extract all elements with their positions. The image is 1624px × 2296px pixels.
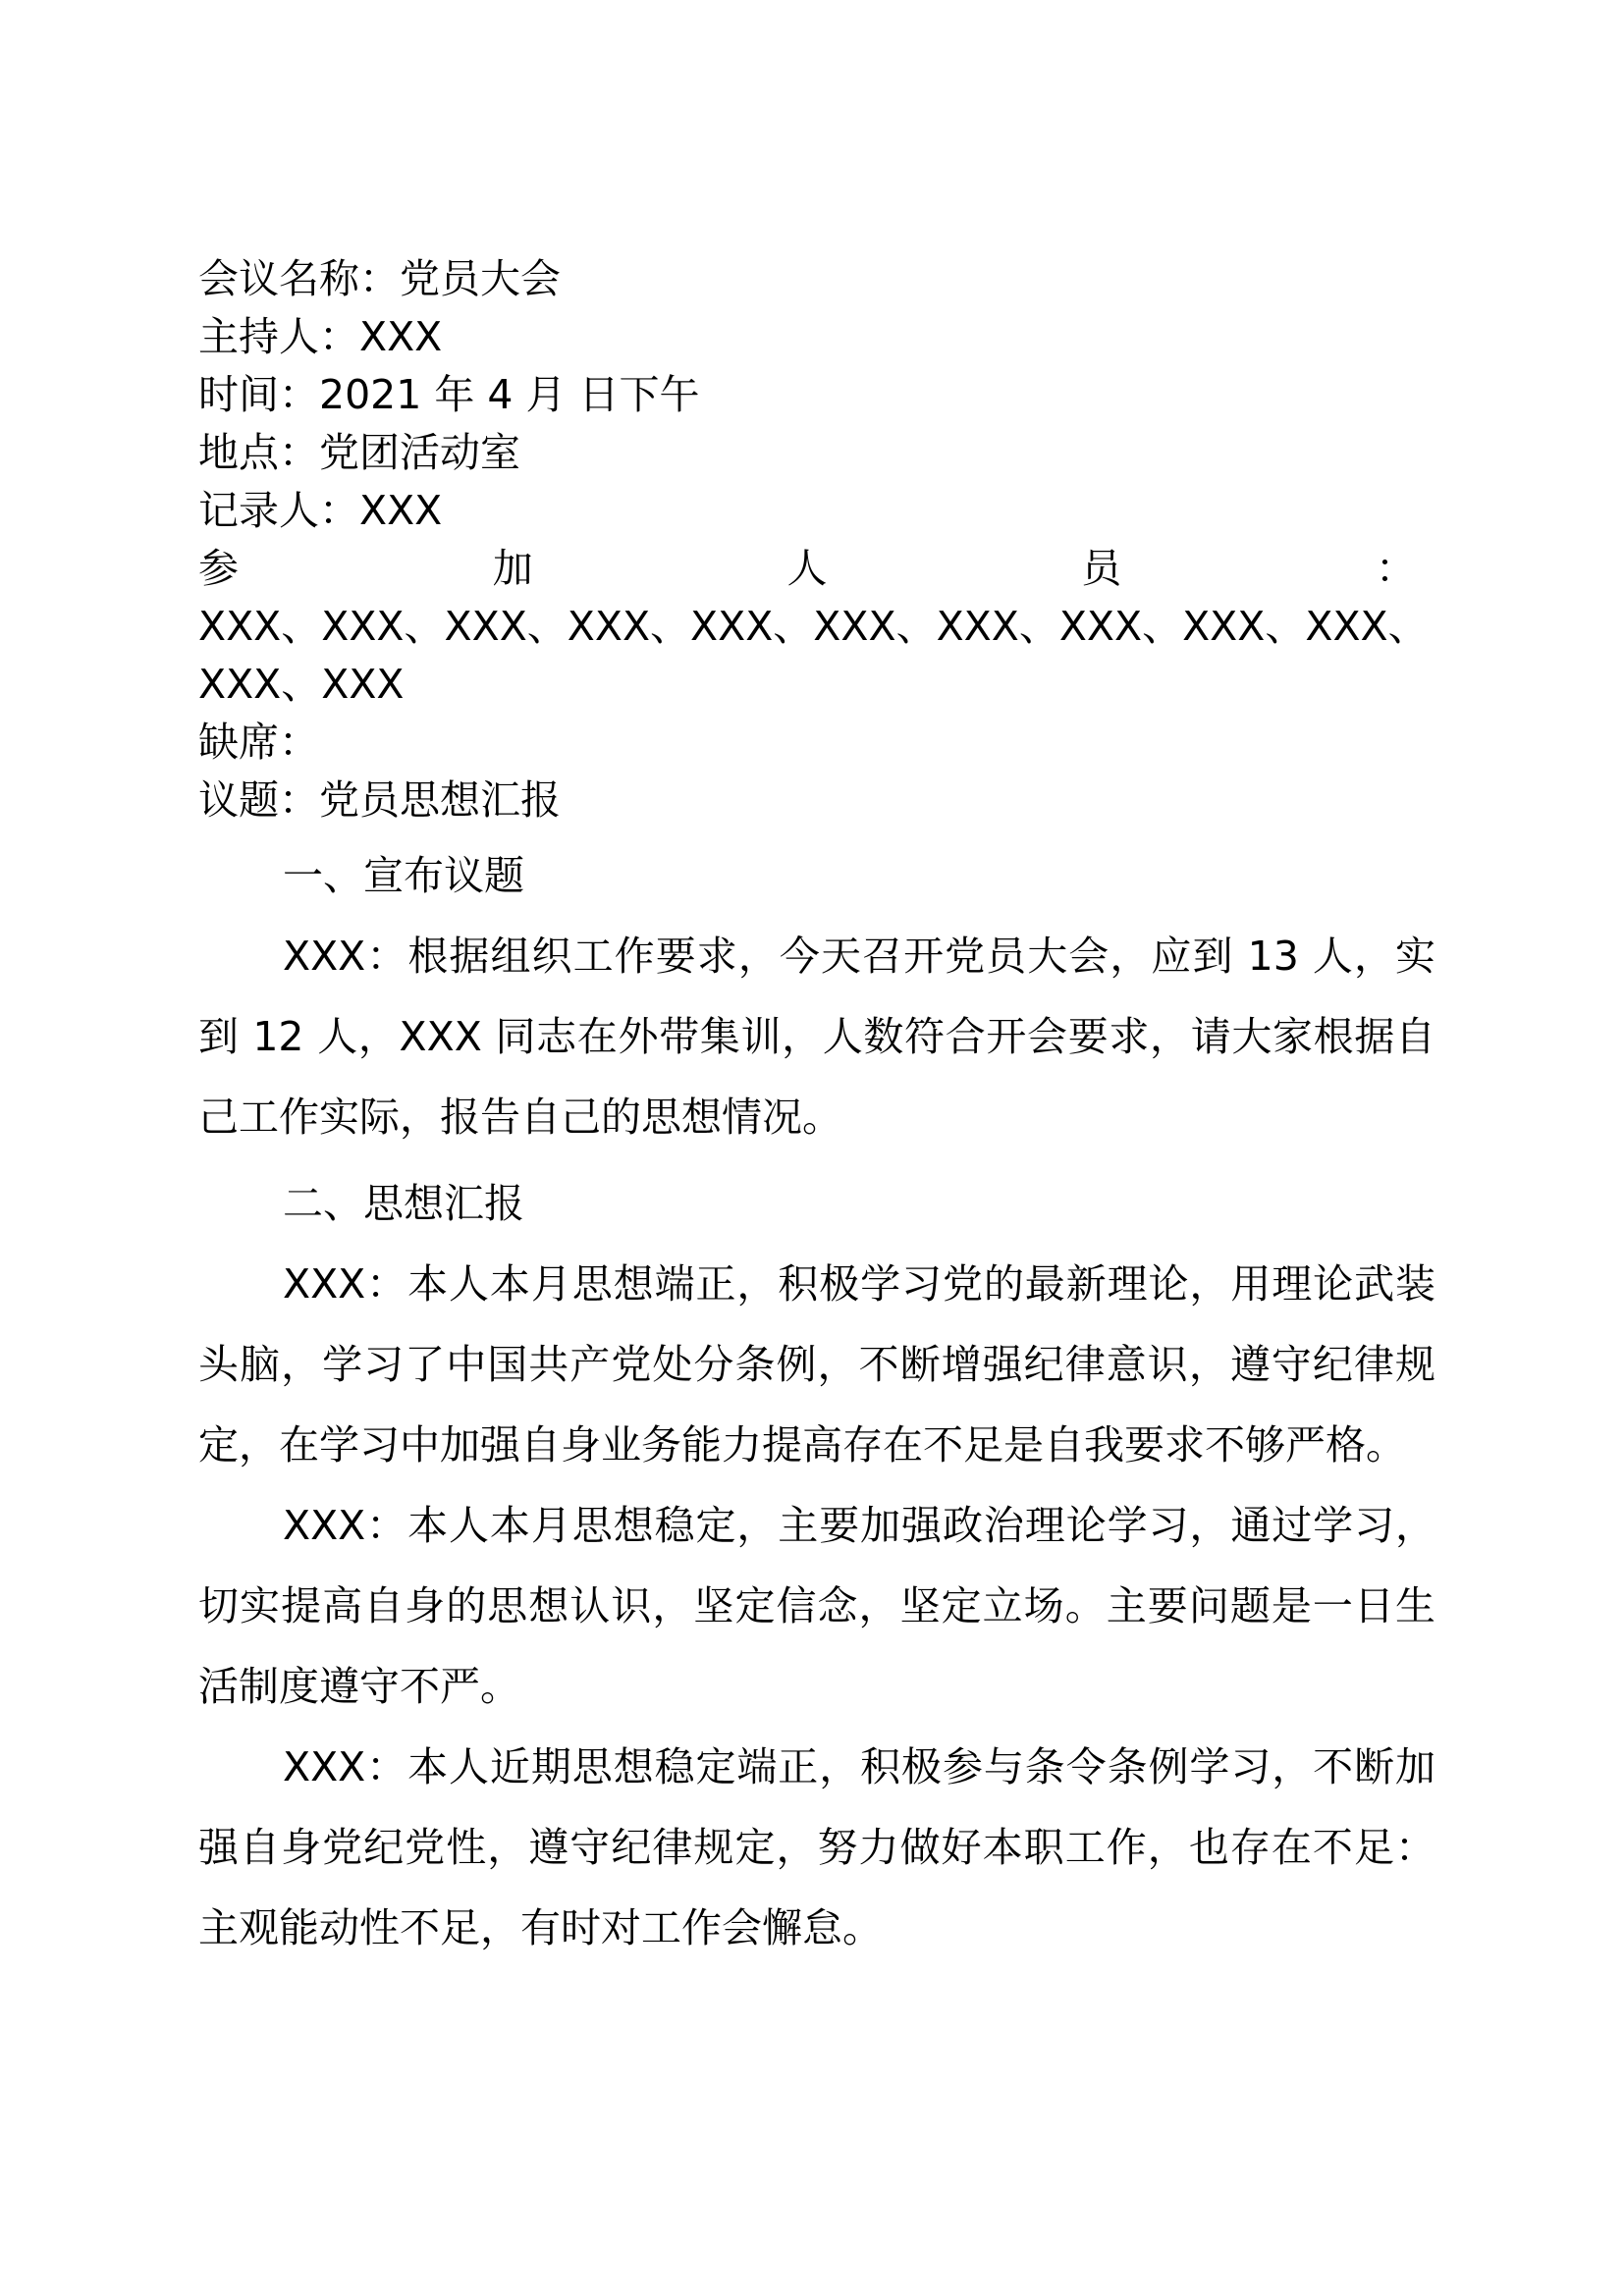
section-paragraph: XXX：本人本月思想端正，积极学习党的最新理论，用理论武装头脑，学习了中国共产党处分条例，不断增强纪律意识，遵守纪律规定，在学习中加强自身业务能力提高存在不足是自我要求不够严格。 — [198, 1260, 1435, 1468]
attendees-label-char: ： — [1376, 545, 1416, 592]
section-paragraph: XXX：本人本月思想稳定，主要加强政治理论学习，通过学习，切实提高自身的思想认识，坚定信念，坚定立场。主要问题是一日生活制度遵守不严。 — [198, 1502, 1435, 1710]
attendees-list: XXX、XXX、XXX、XXX、XXX、XXX、XXX、XXX、XXX、XXX、XXX、XXX — [198, 603, 1429, 708]
place-value: 党团活动室 — [319, 429, 520, 476]
time-label: 时间： — [198, 371, 319, 418]
recorder-value: XXX — [359, 487, 443, 534]
section-heading: 二、思想汇报 — [283, 1180, 524, 1227]
document-page — [198, 250, 1435, 1968]
attendees-label-char: 参 — [198, 545, 239, 592]
section-paragraph: XXX：本人近期思想稳定端正，积极参与条令条例学习，不断加强自身党纪党性，遵守纪律规定，努力做好本职工作，也存在不足：主观能动性不足，有时对工作会懈怠。 — [198, 1743, 1435, 1951]
host-value: XXX — [359, 313, 443, 360]
attendees-label-char: 人 — [786, 545, 828, 592]
section-heading: 一、宣布议题 — [283, 852, 524, 899]
recorder-line — [198, 482, 1435, 540]
host-line — [198, 308, 1435, 366]
time-value: 2021 年 4 月 日下午 — [319, 371, 700, 418]
attendees-label-char: 员 — [1081, 545, 1122, 592]
attendees-label-char: 加 — [492, 545, 533, 592]
attendees-label — [198, 540, 1416, 598]
meeting-name-value: 党员大会 — [400, 255, 561, 302]
topic-label: 议题： — [198, 776, 319, 824]
place-label: 地点： — [198, 429, 319, 476]
absent-label: 缺席： — [198, 719, 319, 766]
recorder-label: 记录人： — [198, 487, 359, 534]
meeting-name-line — [198, 250, 1435, 308]
absent-line — [198, 714, 1435, 772]
topic-line — [198, 772, 1435, 829]
topic-value: 党员思想汇报 — [319, 776, 561, 824]
meeting-name-label: 会议名称： — [198, 255, 400, 302]
host-label: 主持人： — [198, 313, 359, 360]
place-line — [198, 424, 1435, 482]
section-paragraph: XXX：根据组织工作要求，今天召开党员大会，应到 13 人，实到 12 人，XXX 同志在外带集训，人数符合开会要求，请大家根据自己工作实际，报告自己的思想情况。 — [198, 933, 1435, 1141]
time-line — [198, 366, 1435, 424]
